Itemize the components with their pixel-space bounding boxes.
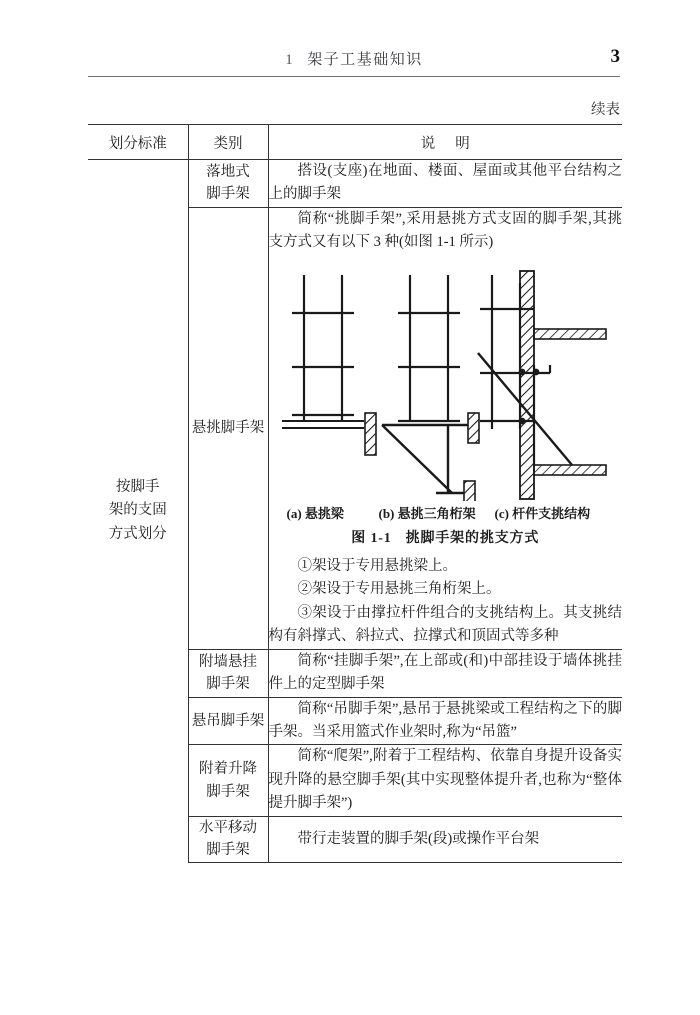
category-line: 脚手架 <box>206 676 250 693</box>
figure-sub-labels <box>269 503 623 523</box>
diagram-b-wall <box>464 413 479 501</box>
description-cell <box>268 160 622 208</box>
page-number: 3 <box>610 46 620 67</box>
description-cell <box>268 207 622 649</box>
diagram-a-wall <box>365 413 376 455</box>
description-text: 简称“爬架”,附着于工程结构、依靠自身提升设备实现升降的悬空脚手架(其中实现整体提升者,也称为“整体提升脚手架”) <box>268 748 622 812</box>
criteria-cell <box>88 160 188 863</box>
category-line: 悬挑脚手架 <box>191 420 265 437</box>
category-cell <box>188 160 268 208</box>
criteria-line-2: 架的支固 <box>108 502 167 519</box>
figure-sub-label-a: (a) 悬挑梁 <box>286 505 344 521</box>
figure-sub-label-b: (b) 悬挑三角桁架 <box>378 505 476 521</box>
continued-table-label: 续表 <box>591 102 620 118</box>
category-cell <box>188 207 268 649</box>
note-item: ②架设于专用悬挑三角桁架上。 <box>297 581 501 598</box>
category-cell <box>188 649 268 697</box>
category-line: 水平移动 <box>199 819 257 836</box>
diagram-b-triangular-truss <box>382 275 468 493</box>
category-line: 悬吊脚手架 <box>191 712 265 729</box>
running-head-title <box>88 48 620 69</box>
category-line: 落地式 <box>206 164 250 181</box>
description-cell <box>268 649 622 697</box>
header-category: 类别 <box>188 125 268 160</box>
description-text: 简称“吊脚手架”,悬吊于悬挑梁或工程结构之下的脚手架。当采用篮式作业架时,称为“吊篮” <box>268 700 622 740</box>
description-text: 带行走装置的脚手架(段)或操作平台架 <box>297 830 540 847</box>
table-header-row <box>88 125 622 160</box>
category-cell <box>188 697 268 745</box>
chapter-title: 架子工基础知识 <box>307 52 423 68</box>
figure-number: 图 1-1 <box>351 530 392 546</box>
diagram-a-cantilever-beam <box>282 275 364 428</box>
description-text: 简称“挑脚手架”,采用悬挑方式支固的脚手架,其挑支方式又有以下 3 种(如图 1-1 所示) <box>268 210 622 251</box>
figure-caption <box>269 528 623 551</box>
category-line: 脚手架 <box>206 783 250 800</box>
category-cell <box>188 745 268 816</box>
criteria-line-3: 方式划分 <box>108 525 167 542</box>
figure-title: 挑脚手架的挑支方式 <box>405 530 540 546</box>
criteria-line-1: 按脚手 <box>116 478 160 495</box>
category-line: 附着升降 <box>199 761 257 778</box>
figure-1-1 <box>269 269 623 551</box>
figure-sub-label-c: (c) 杆件支挑结构 <box>494 505 591 521</box>
chapter-number: 1 <box>285 52 294 68</box>
diagram-c-support-structure <box>478 271 606 499</box>
description-notes <box>269 555 623 649</box>
scaffold-diagram-svg <box>282 269 608 501</box>
category-line: 脚手架 <box>206 186 250 203</box>
header-description <box>268 125 622 160</box>
description-text: 搭设(支座)在地面、楼面、屋面或其他平台结构之上的脚手架 <box>268 163 622 203</box>
category-line: 脚手架 <box>206 842 250 859</box>
table-wrapper <box>88 124 622 863</box>
description-cell <box>268 697 622 745</box>
category-line: 附墙悬挂 <box>199 653 257 670</box>
header-description-part1: 说 <box>420 135 436 152</box>
running-head-rule <box>88 76 620 77</box>
table-head <box>88 125 622 160</box>
header-criteria: 划分标准 <box>88 125 188 160</box>
note-item: ①架设于专用悬挑梁上。 <box>297 557 457 574</box>
classification-table <box>88 124 622 863</box>
header-description-part2: 明 <box>455 135 470 152</box>
running-head <box>88 48 620 76</box>
category-cell <box>188 816 268 862</box>
description-cell <box>268 745 622 816</box>
table-body <box>88 160 622 863</box>
table-row <box>88 160 622 208</box>
note-item: ③架设于由撑拉杆件组合的支挑结构上。其支挑结构有斜撑式、斜拉式、拉撑式和顶固式等多种 <box>268 604 622 645</box>
description-text: 简称“挂脚手架”,在上部或(和)中部挂设于墙体挑挂件上的定型脚手架 <box>268 652 622 693</box>
description-cell <box>268 816 622 862</box>
